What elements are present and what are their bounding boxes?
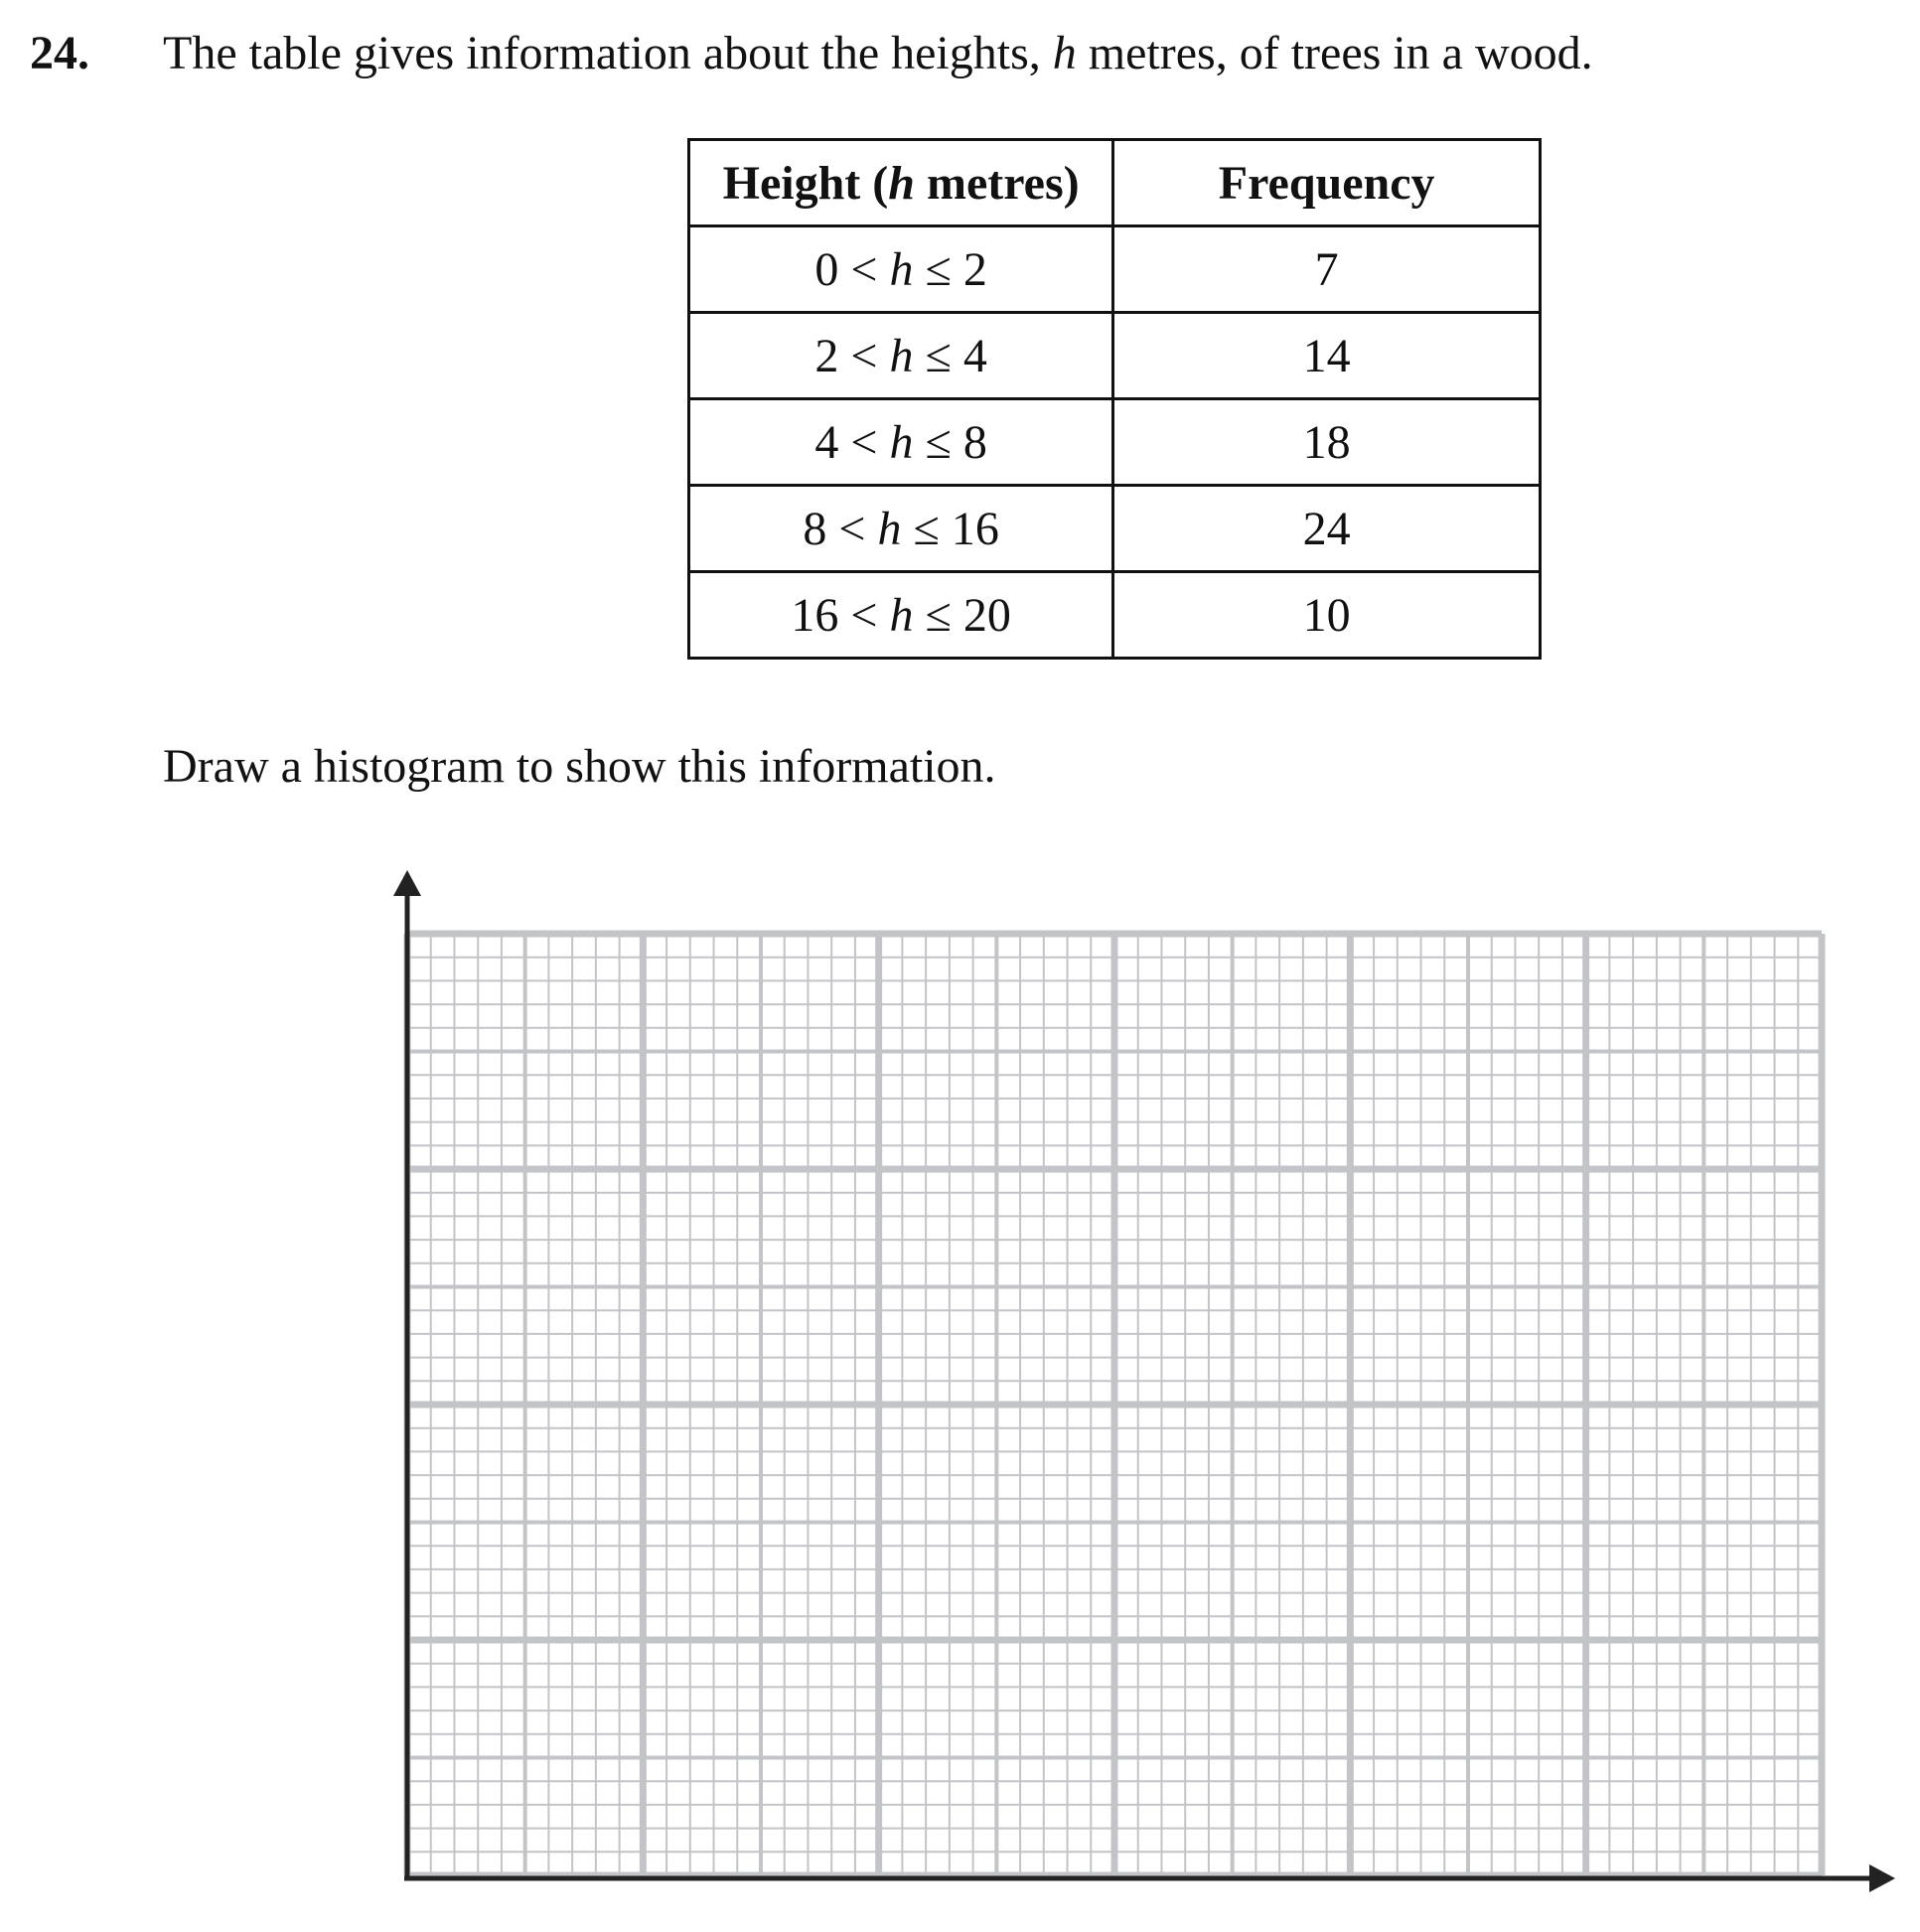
frequency-cell: 24 [1113, 486, 1541, 572]
interval-variable: h [889, 415, 914, 469]
question-text-after: metres, of trees in a wood. [1076, 27, 1593, 79]
interval-lower: 8 [803, 502, 827, 555]
interval-variable: h [889, 329, 914, 382]
interval-upper: 20 [962, 588, 1011, 642]
x-axis-arrow-icon [1869, 1864, 1895, 1892]
less-equal-symbol: ≤ [925, 329, 952, 382]
interval-lower: 4 [814, 415, 839, 469]
interval-upper: 8 [962, 415, 987, 469]
height-header-variable: h [888, 156, 915, 210]
frequency-cell: 18 [1113, 399, 1541, 486]
interval-variable: h [889, 242, 914, 296]
less-equal-symbol: ≤ [925, 415, 952, 469]
question-text-before: The table gives information about the heights, [163, 27, 1053, 79]
less-than-symbol: < [850, 329, 878, 382]
interval-lower: 16 [791, 588, 839, 642]
height-header-prefix: Height ( [722, 156, 889, 210]
less-equal-symbol: ≤ [925, 588, 952, 642]
frequency-cell: 14 [1113, 313, 1541, 399]
interval-lower: 0 [814, 242, 839, 296]
interval-variable: h [889, 588, 914, 642]
interval-variable: h [877, 502, 902, 555]
height-header-suffix: metres) [914, 156, 1080, 210]
interval-upper: 4 [962, 329, 987, 382]
frequency-column-header: Frequency [1113, 140, 1541, 226]
frequency-cell: 10 [1113, 572, 1541, 659]
interval-upper: 2 [962, 242, 987, 296]
less-than-symbol: < [850, 588, 878, 642]
question-number: 24. [30, 27, 89, 79]
instruction-text: Draw a histogram to show this information. [163, 740, 996, 793]
y-axis-arrow-icon [393, 870, 421, 896]
interval-upper: 16 [951, 502, 999, 555]
less-equal-symbol: ≤ [913, 502, 940, 555]
interval-lower: 2 [814, 329, 839, 382]
frequency-cell: 7 [1113, 226, 1541, 313]
less-equal-symbol: ≤ [925, 242, 952, 296]
question-variable: h [1052, 27, 1077, 79]
less-than-symbol: < [850, 415, 878, 469]
less-than-symbol: < [850, 242, 878, 296]
less-than-symbol: < [838, 502, 866, 555]
